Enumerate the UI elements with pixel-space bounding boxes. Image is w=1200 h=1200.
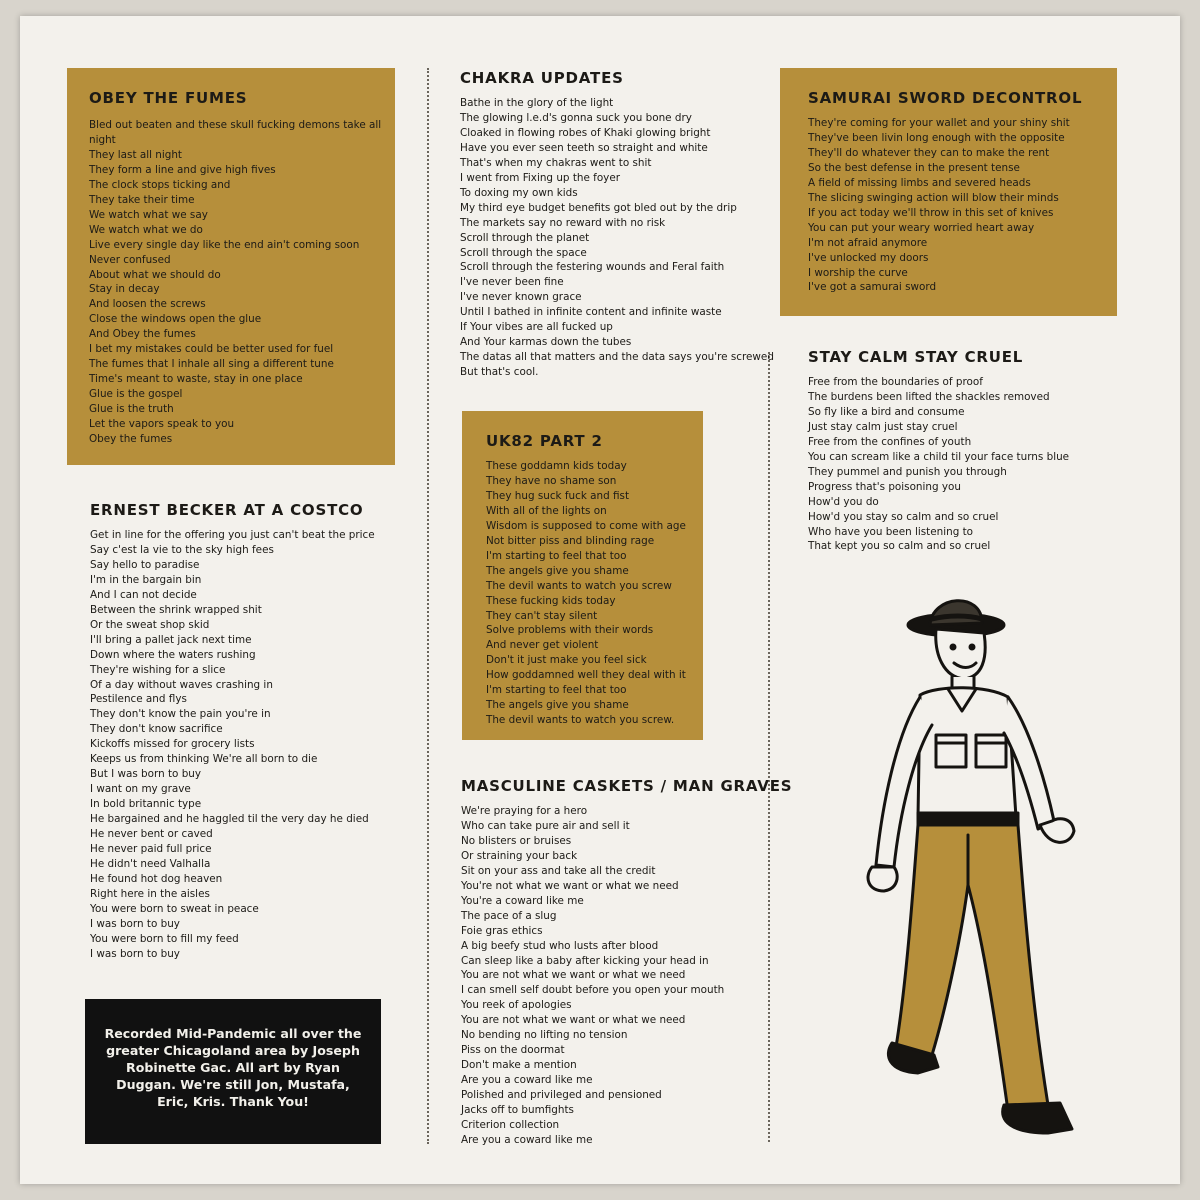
lyric-line: Keeps us from thinking We're all born to die (90, 753, 318, 766)
lyric-line: They'll do whatever they can to make the rent (808, 146, 1050, 159)
song-title: SAMURAI SWORD DECONTROL (808, 89, 1083, 107)
lyric-line: And I can not decide (90, 588, 197, 601)
lyric-line: He bargained and he haggled til the very day he died (90, 813, 369, 826)
lyric-line: The angels give you shame (486, 564, 629, 577)
lyric-line: To doxing my own kids (460, 186, 578, 199)
lyric-line: They can't stay silent (486, 609, 598, 622)
lyric-line: How goddamned well they deal with it (486, 669, 686, 682)
song-obey-the-fumes (67, 68, 395, 465)
lyric-line: Pestilence and flys (90, 693, 187, 706)
lyric-line: They don't know sacrifice (90, 723, 223, 736)
lyric-line: He never bent or caved (90, 828, 213, 841)
lyric-line: The burdens been lifted the shackles removed (808, 390, 1050, 403)
lyric-line: Right here in the aisles (90, 887, 210, 900)
lyric-line: Free from the confines of youth (808, 435, 972, 448)
song-stay-calm-stay-cruel (808, 347, 1108, 554)
lyric-line: They're wishing for a slice (90, 663, 226, 676)
song-title: OBEY THE FUMES (89, 89, 248, 107)
lyric-line: I've never been fine (460, 276, 564, 289)
lyric-line: That's when my chakras went to shit (460, 156, 652, 169)
lyric-line: Just stay calm just stay cruel (808, 420, 958, 433)
song-title: STAY CALM STAY CRUEL (808, 348, 1024, 366)
lyric-line: No bending no lifting no tension (461, 1029, 628, 1042)
lyric-line: Stay in decay (89, 283, 160, 296)
lyric-line: Until I bathed in infinite content and infinite waste (460, 306, 722, 319)
song-title: CHAKRA UPDATES (460, 69, 624, 87)
song-title: UK82 PART 2 (486, 432, 603, 450)
lyric-line: I can smell self doubt before you open your mouth (461, 984, 725, 997)
lyric-line: You are not what we want or what we need (461, 1014, 686, 1027)
lyrics (89, 118, 395, 447)
lyric-line: They've been livin long enough with the opposite (808, 131, 1065, 144)
lyric-line: Free from the boundaries of proof (808, 376, 983, 388)
lyric-line: Not bitter piss and blinding rage (486, 534, 655, 547)
lyric-line: Jacks off to bumfights (461, 1104, 574, 1117)
lyric-line: The clock stops ticking and (89, 178, 231, 191)
lyric-line: You're not what we want or what we need (461, 879, 679, 892)
walking-man-illustration (848, 585, 1088, 1145)
lyric-line: A field of missing limbs and severed heads (808, 176, 1031, 189)
lyric-line: I've never known grace (460, 291, 582, 304)
lyric-line: The devil wants to watch you screw. (486, 714, 675, 727)
lyric-line: Let the vapors speak to you (89, 418, 235, 431)
lyric-line: Progress that's poisoning you (808, 480, 961, 493)
lyric-line: With all of the lights on (486, 504, 607, 517)
lyric-line: Cloaked in flowing robes of Khaki glowing bright (460, 126, 711, 139)
lyric-line: Who can take pure air and sell it (461, 819, 630, 832)
lyric-line: I'm in the bargain bin (90, 573, 202, 586)
lyric-line: Get in line for the offering you just can't beat the price (90, 529, 375, 541)
lyric-line: These goddamn kids today (486, 460, 627, 472)
lyric-line: We're praying for a hero (461, 805, 588, 817)
lyric-line: I want on my grave (90, 783, 191, 796)
song-ernest-becker-at-a-costco (90, 500, 410, 962)
lyric-line: How'd you stay so calm and so cruel (808, 510, 999, 523)
lyric-line: Glue is the truth (89, 403, 174, 416)
lyric-line: The markets say no reward with no risk (460, 216, 666, 229)
lyric-line: Who have you been listening to (808, 525, 974, 538)
lyric-line: If Your vibes are all fucked up (460, 321, 613, 334)
song-samurai-sword-decontrol (780, 68, 1117, 316)
lyric-line: I've got a samurai sword (808, 281, 937, 294)
lyric-line: I'll bring a pallet jack next time (90, 633, 252, 646)
lyric-line: Don't it just make you feel sick (486, 654, 647, 667)
lyric-line: And loosen the screws (89, 298, 206, 311)
lyric-line: But I was born to buy (90, 768, 202, 781)
lyric-line: Or straining your back (461, 849, 578, 862)
lyric-line: Solve problems with their words (486, 624, 654, 637)
lyric-line: Scroll through the festering wounds and Feral faith (460, 261, 725, 274)
lyric-line: I've unlocked my doors (808, 251, 929, 264)
lyric-line: Wisdom is supposed to come with age (486, 519, 686, 532)
lyric-line: My third eye budget benefits got bled out by the drip (460, 201, 737, 214)
lyric-line: Scroll through the planet (460, 231, 590, 244)
lyric-line: They last all night (89, 148, 182, 161)
lyric-line: The angels give you shame (486, 699, 629, 712)
lyric-line: Polished and privileged and pensioned (461, 1089, 662, 1102)
lyric-line: Never confused (89, 253, 171, 266)
lyric-line: Criterion collection (461, 1119, 560, 1132)
credits-box (85, 999, 381, 1144)
lyric-line: You can scream like a child til your face turns blue (808, 450, 1070, 463)
lyric-line: So fly like a bird and consume (808, 405, 965, 418)
lyric-line: They hug suck fuck and fist (486, 489, 630, 502)
lyric-line: And Obey the fumes (89, 328, 196, 341)
lyric-line: Scroll through the space (460, 246, 587, 259)
lyric-line: You can put your weary worried heart away (808, 221, 1035, 234)
column-divider-left (427, 68, 429, 1144)
lyric-line: They take their time (89, 193, 195, 206)
lyric-line: Say hello to paradise (90, 558, 200, 571)
lyrics (808, 375, 1108, 554)
lyric-line: Close the windows open the glue (89, 313, 262, 326)
lyric-line: The slicing swinging action will blow their minds (808, 191, 1059, 204)
lyric-line: They don't know the pain you're in (90, 708, 271, 721)
lyric-line: Kickoffs missed for grocery lists (90, 738, 255, 751)
lyric-line: That kept you so calm and so cruel (808, 540, 991, 553)
lyric-line: Say c'est la vie to the sky high fees (90, 543, 274, 556)
lyric-line: Of a day without waves crashing in (90, 678, 273, 691)
lyric-line: Down where the waters rushing (90, 648, 256, 661)
lyric-line: You reek of apologies (461, 999, 572, 1012)
lyric-line: Can sleep like a baby after kicking your head in (461, 954, 709, 967)
song-chakra-updates (460, 68, 774, 380)
lyric-line: The glowing l.e.d's gonna suck you bone dry (460, 111, 692, 124)
lyrics (486, 459, 703, 728)
lyric-line: They're coming for your wallet and your shiny shit (808, 117, 1070, 129)
lyric-line: The devil wants to watch you screw (486, 579, 672, 592)
lyric-line: You are not what we want or what we need (461, 969, 686, 982)
lyric-line: But that's cool. (460, 366, 539, 379)
lyric-line: I bet my mistakes could be better used for fuel (89, 343, 334, 356)
lyrics (460, 96, 774, 380)
lyric-line: Between the shrink wrapped shit (90, 603, 262, 616)
lyric-line: They pummel and punish you through (808, 465, 1007, 478)
lyric-line: Or the sweat shop skid (90, 618, 210, 631)
lyric-line: Live every single day like the end ain't coming soon (89, 238, 360, 251)
lyric-line: Bathe in the glory of the light (460, 97, 614, 109)
lyric-line: Piss on the doormat (461, 1044, 565, 1057)
song-masculine-caskets-man-graves (461, 776, 793, 1148)
lyric-line: Foie gras ethics (461, 924, 543, 937)
lyric-line: Have you ever seen teeth so straight and white (460, 141, 708, 154)
lyric-line: About what we should do (89, 268, 221, 281)
lyric-line: In bold britannic type (90, 798, 202, 811)
lyric-line: I went from Fixing up the foyer (460, 171, 620, 184)
lyric-line: The datas all that matters and the data says you're screwed (460, 351, 774, 364)
lyrics (90, 528, 410, 962)
lyric-line: Glue is the gospel (89, 388, 183, 401)
lyric-line: The fumes that I inhale all sing a different tune (89, 358, 334, 371)
lyric-line: If you act today we'll throw in this set of knives (808, 206, 1054, 219)
lyric-line: A big beefy stud who lusts after blood (461, 939, 659, 952)
lyric-line: Are you a coward like me (461, 1133, 593, 1146)
lyric-line: Sit on your ass and take all the credit (461, 864, 656, 877)
lyric-line: I worship the curve (808, 266, 908, 279)
lyric-line: I'm starting to feel that too (486, 684, 627, 697)
song-uk82-part-2 (462, 411, 703, 740)
lyric-line: Obey the fumes (89, 433, 173, 446)
lyric-line: He never paid full price (90, 843, 212, 856)
lyric-line: I'm starting to feel that too (486, 549, 627, 562)
lyric-line: We watch what we do (89, 223, 203, 236)
lyric-line: We watch what we say (89, 208, 208, 221)
lyric-line: You were born to fill my feed (90, 932, 239, 945)
lyric-line: Bled out beaten and these skull fucking demons take all (89, 119, 382, 131)
lyric-line: These fucking kids today (486, 594, 616, 607)
lyric-line: How'd you do (808, 495, 879, 508)
lyrics (808, 116, 1117, 295)
lyric-line: You were born to sweat in peace (90, 902, 259, 915)
lyric-line: Are you a coward like me (461, 1074, 593, 1087)
lyric-line: Don't make a mention (461, 1059, 577, 1072)
lyric-line: Time's meant to waste, stay in one place (89, 373, 303, 386)
column-divider-right (768, 352, 770, 1142)
lyric-line: And Your karmas down the tubes (460, 336, 632, 349)
song-title: MASCULINE CASKETS / MAN GRAVES (461, 777, 793, 795)
lyric-line: And never get violent (486, 639, 599, 652)
lyric-line: He didn't need Valhalla (90, 857, 211, 870)
lyric-line: You're a coward like me (461, 894, 584, 907)
lyric-line: The pace of a slug (461, 909, 557, 922)
lyric-line: So the best defense in the present tense (808, 161, 1020, 174)
lyric-line: No blisters or bruises (461, 834, 572, 847)
credits-text: Recorded Mid-Pandemic all over the greater Chicagoland area by Joseph Robinette Gac. All art by Ryan Duggan. We're still Jon, Mustafa, Eric, Kris. Thank You! (104, 1026, 362, 1109)
song-title: ERNEST BECKER AT A COSTCO (90, 501, 364, 519)
lyric-line: They form a line and give high fives (89, 163, 276, 176)
lyric-line: I was born to buy (90, 947, 180, 960)
lyric-line: He found hot dog heaven (90, 872, 223, 885)
lyric-line: night (89, 133, 116, 146)
lyrics (461, 804, 761, 1148)
lyric-line: I'm not afraid anymore (808, 236, 928, 249)
lyric-line: I was born to buy (90, 917, 180, 930)
lyric-line: They have no shame son (486, 474, 617, 487)
